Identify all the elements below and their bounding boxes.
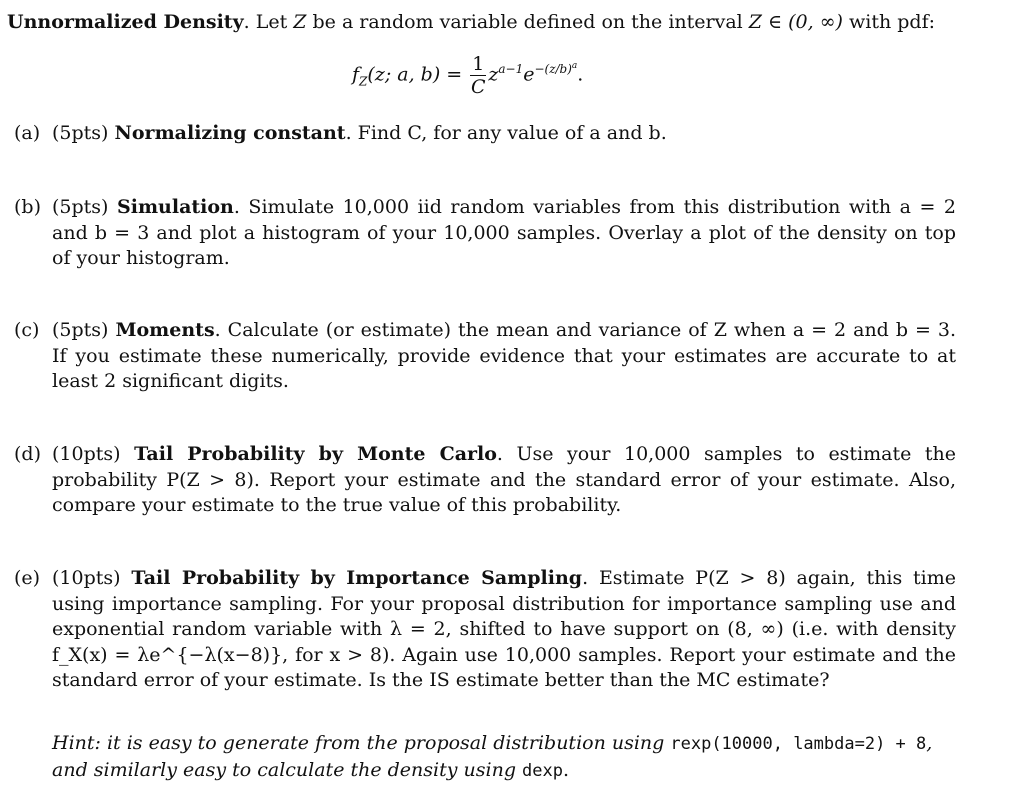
question-label: (b) [14,196,41,218]
question-text: . Estimate P(Z > 8) again, this time using importance sampling. For your proposal distribution for importance sampling use and exponential random variable with λ = 2, shifted to have support on (8, ∞) (i.e. with density f_X(x) = λe^{−λ(x−8)}, for x > 8). Again use 10,000 samples. Report your estimate and the standard error of your estimate. Is the IS estimate better than the MC estimate? [52,567,956,691]
formula-fraction: $\frac{1}{C}$ [471,53,486,98]
problem-intro: Unnormalized Density. Let Z be a random variable defined on the interval Z ∈ (0, ∞) with pdf: [7,11,936,33]
question-label: (e) [14,567,41,589]
question-heading: Tail Probability by Monte Carlo [134,443,497,465]
question-label: (c) [14,319,40,341]
question-d: (d) (10pts) Tail Probability by Monte Carlo. Use your 10,000 samples to estimate the probability P(Z > 8). Report your estimate and the standard error of your estimate. Also, compare your estimate to the true value of this probability. [14,443,957,516]
question-a: (a) (5pts) Normalizing constant. Find C, for any value of a and b. [14,121,964,147]
hint: Hint: it is easy to generate from the proposal distribution using rexp(10000, lambda=2) + 8, and similarly easy to calculate the density using dexp. [52,732,933,781]
problem-title: Unnormalized Density [7,11,244,33]
question-text: . Use your 10,000 samples to estimate the probability P(Z > 8). Report your estimate and the standard error of your estimate. Also, compare your estimate to the true value of this probability. [52,443,957,516]
pdf-formula: $f_Z(z$; a, b) = $\frac{1}{C}$ $z^{a-1}e^{-(z/b)^a}$. [352,53,584,98]
question-c: (c) (5pts) Moments. Calculate (or estimate) the mean and variance of Z when a = 2 and b = 3. If you estimate these numerically, provide evidence that your estimates are accurate to at least 2 significant digits. [14,319,956,392]
question-heading: Moments [115,319,215,341]
question-text: . Find C, for any value of a and b. [345,122,667,144]
question-heading: Normalizing constant [114,122,346,144]
question-b: (b) (5pts) Simulation. Simulate 10,000 iid random variables from this distribution with a = 2 and b = 3 and plot a histogram of your 10,000 samples. Overlay a plot of the density on top of your histogram. [14,196,956,269]
question-heading: Tail Probability by Importance Sampling [131,567,583,589]
question-heading: Simulation [117,196,234,218]
question-label: (d) [14,443,41,465]
hint-code-rexp: rexp(10000, lambda=2) + 8 [670,734,927,754]
question-label: (a) [14,122,41,144]
question-text: . Simulate 10,000 iid random variables from this distribution with a = 2 and b = 3 and plot a histogram of your 10,000 samples. Overlay a plot of the density on top of your histogram. [52,196,956,269]
question-e: (e) (10pts) Tail Probability by Importance Sampling. Estimate P(Z > 8) again, this time using importance sampling. For your proposal distribution for importance sampling use and exponential random variable with λ = 2, shifted to have support on (8, ∞) (i.e. with density f_X(x) = λe^{−λ(x−8)}, for x > 8). Again use 10,000 samples. Report your estimate and the standard error of your estimate. Is the IS estimate better than the MC estimate? [14,567,956,691]
hint-code-dexp: dexp [522,760,563,781]
question-text: . Calculate (or estimate) the mean and variance of Z when a = 2 and b = 3. If you estimate these numerically, provide evidence that your estimates are accurate to at least 2 significant digits. [52,319,956,392]
